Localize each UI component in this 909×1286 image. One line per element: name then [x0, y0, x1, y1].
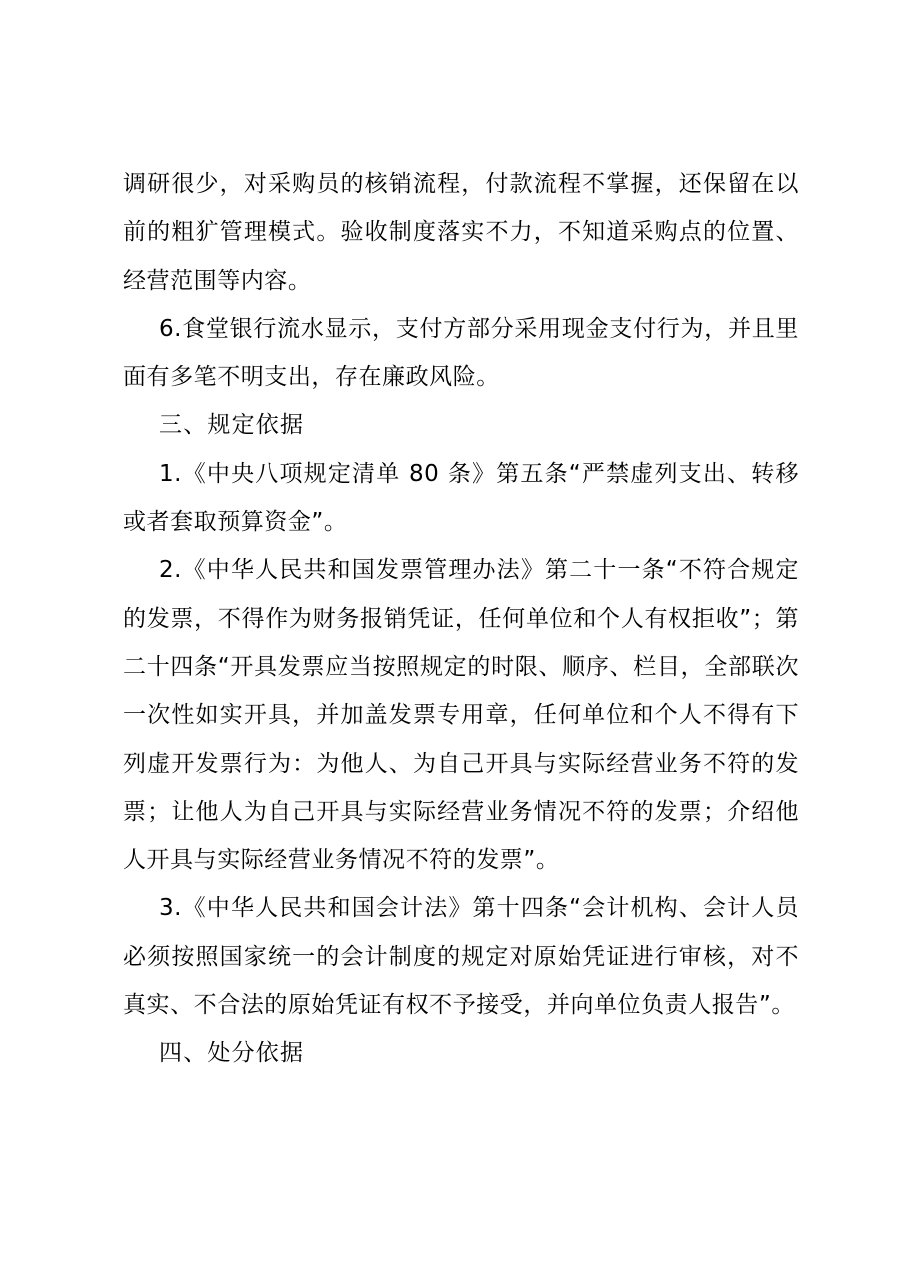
paragraph-basis-1: 1.《中央八项规定清单 80 条》第五条“严禁虚列支出、转移或者套取预算资金”。 — [123, 460, 799, 536]
paragraph-item-6: 6.食堂银行流水显示，支付方部分采用现金支付行为，并且里面有多笔不明支出，存在廉政风险。 — [123, 315, 799, 391]
section-heading-punishment-basis: 四、处分依据 — [159, 1040, 305, 1067]
document-body — [123, 160, 799, 1078]
paragraph-basis-2: 2.《中华人民共和国发票管理办法》第二十一条“不符合规定的发票，不得作为财务报销凭证，任何单位和个人有权拒收”；第二十四条“开具发票应当按照规定的时限、顺序、栏目，全部联次一次性如实开具，并加盖发票专用章，任何单位和个人不得有下列虚开发票行为：为他人、为自己开具与实际经营业务不符的发票；让他人为自己开具与实际经营业务情况不符的发票；介绍他人开具与实际经营业务情况不符的发票”。 — [123, 557, 799, 874]
section-heading-regulation-basis: 三、规定依据 — [159, 412, 305, 439]
paragraph-basis-3: 3.《中华人民共和国会计法》第十四条“会计机构、会计人员必须按照国家统一的会计制度的规定对原始凭证进行审核，对不真实、不合法的原始凭证有权不予接受，并向单位负责人报告”。 — [123, 895, 799, 1019]
paragraph-continuation: 调研很少，对采购员的核销流程，付款流程不掌握，还保留在以前的粗犷管理模式。验收制度落实不力，不知道采购点的位置、经营范围等内容。 — [123, 171, 799, 294]
